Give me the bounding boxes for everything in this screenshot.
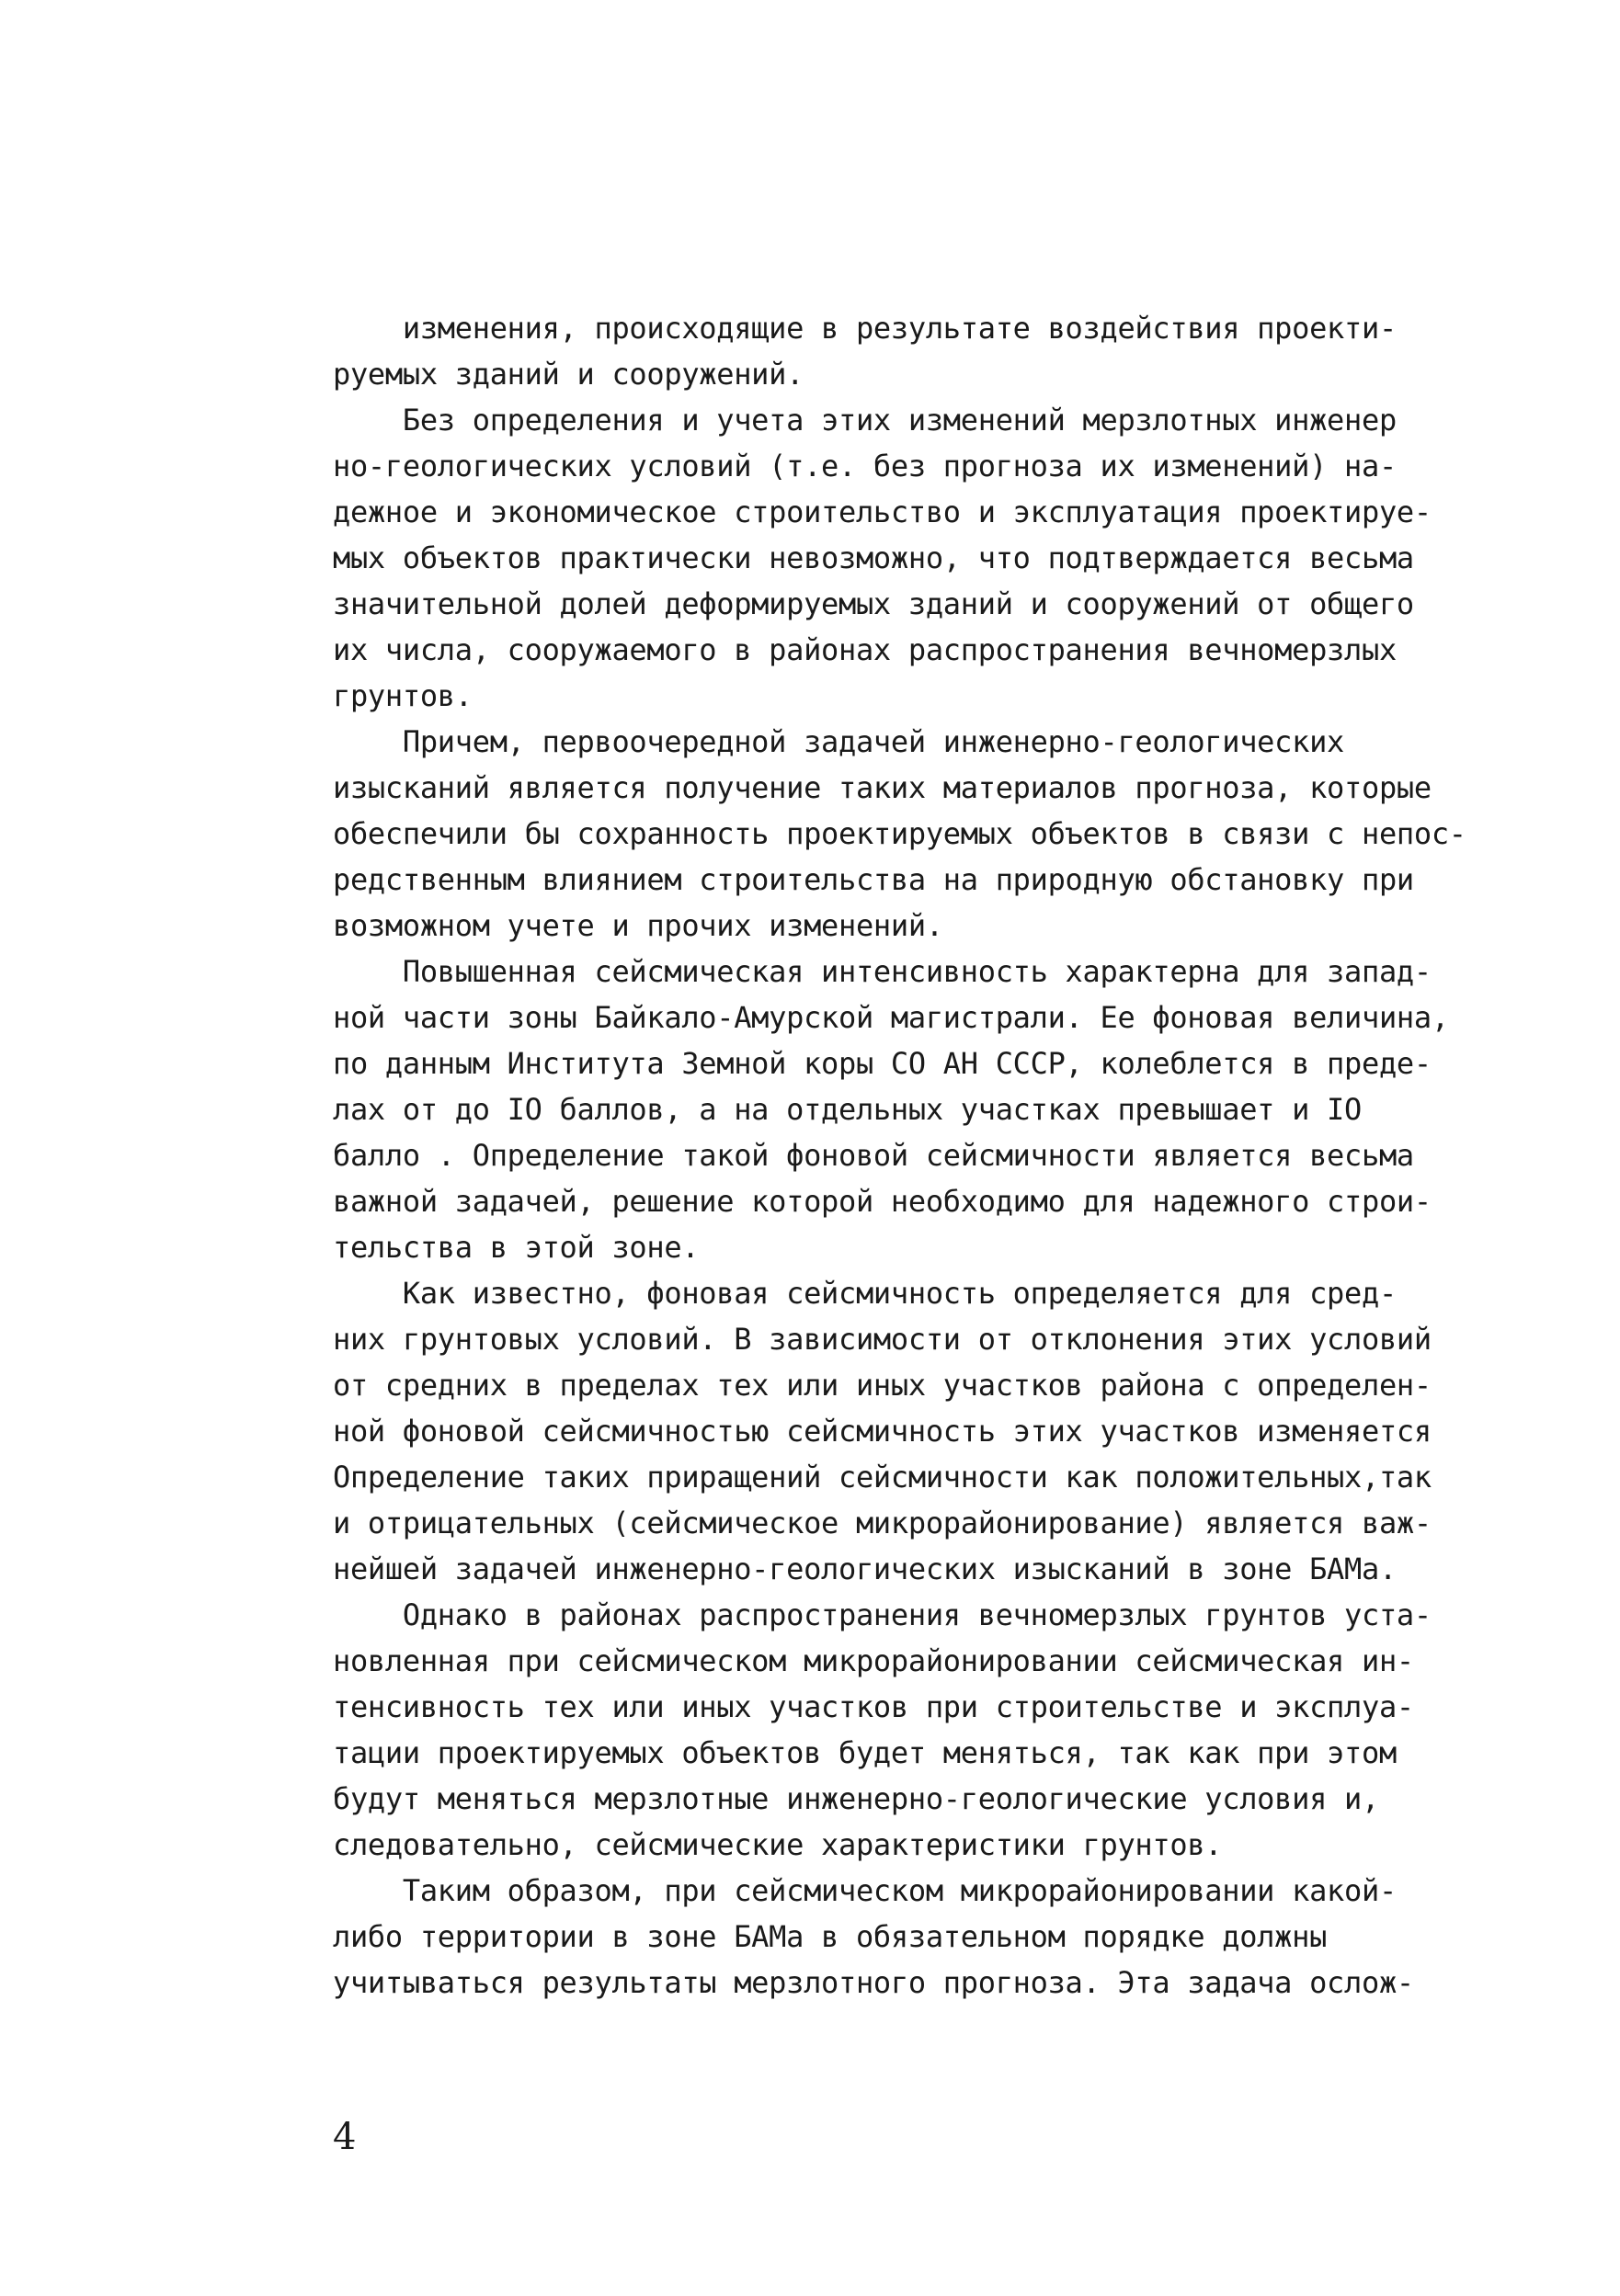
text-line: их числа, сооружаемого в районах распространения вечномерзлых: [333, 632, 1397, 667]
text-line: ной части зоны Байкало-Амурской магистрали. Ее фоновая величина,: [333, 1000, 1449, 1035]
text-line: возможном учете и прочих изменений.: [333, 908, 943, 943]
text-line: редственным влиянием строительства на природную обстановку при: [333, 862, 1414, 897]
text-line: тенсивность тех или иных участков при строительстве и эксплуа-: [333, 1689, 1414, 1724]
text-line: обеспечили бы сохранность проектируемых объектов в связи с непос-: [333, 816, 1466, 851]
text-line: но-геологических условий (т.е. без прогноза их изменений) на-: [333, 449, 1397, 483]
text-line: Причем, первоочередной задачей инженерно-геологических: [333, 724, 1345, 759]
text-line: и отрицательных (сейсмическое микрорайонирование) является важ-: [333, 1506, 1432, 1540]
text-line: по данным Института Земной коры СО АН СССР, колеблется в преде-: [333, 1046, 1432, 1081]
text-line: тации проектируемых объектов будет меняться, так как при этом: [333, 1735, 1397, 1770]
text-line: лах от до IO баллов, а на отдельных участках превышает и IO: [333, 1092, 1362, 1127]
text-line: будут меняться мерзлотные инженерно-геологические условия и,: [333, 1781, 1379, 1816]
text-line: них грунтовых условий. В зависимости от отклонения этих условий: [333, 1322, 1432, 1357]
text-line: грунтов.: [333, 678, 473, 713]
text-line: Таким образом, при сейсмическом микрорайонировании какой-: [333, 1873, 1397, 1908]
text-line: либо территории в зоне БАМа в обязательном порядке должны: [333, 1919, 1328, 1954]
text-line: Повышенная сейсмическая интенсивность характерна для запад-: [333, 954, 1432, 989]
text-line: изысканий является получение таких материалов прогноза, которые: [333, 770, 1432, 805]
text-line: изменения, происходящие в результате воздействия проекти-: [333, 311, 1397, 346]
text-line: дежное и экономическое строительство и эксплуатация проектируе-: [333, 494, 1432, 529]
text-line: Однако в районах распространения вечномерзлых грунтов уста-: [333, 1597, 1432, 1632]
text-line: значительной долей деформируемых зданий и сооружений от общего: [333, 586, 1414, 621]
text-line: Без определения и учета этих изменений мерзлотных инженер: [333, 403, 1397, 438]
text-line: балло . Определение такой фоновой сейсмичности является весьма: [333, 1138, 1414, 1173]
text-line: важной задачей, решение которой необходимо для надежного строи-: [333, 1184, 1432, 1219]
page-number: 4: [333, 2116, 357, 2158]
text-line: мых объектов практически невозможно, что подтверждается весьма: [333, 540, 1414, 575]
text-line: следовательно, сейсмические характеристики грунтов.: [333, 1827, 1223, 1862]
text-line: нейшей задачей инженерно-геологических изысканий в зоне БАМа.: [333, 1552, 1397, 1586]
body-text: [333, 305, 1473, 2006]
text-line: руемых зданий и сооружений.: [333, 357, 804, 392]
text-line: от средних в пределах тех или иных участков района с определен-: [333, 1368, 1432, 1403]
text-line: тельства в этой зоне.: [333, 1230, 700, 1265]
text-line: Как известно, фоновая сейсмичность определяется для сред-: [333, 1276, 1397, 1311]
text-line: новленная при сейсмическом микрорайонировании сейсмическая ин-: [333, 1643, 1414, 1678]
text-line: учитываться результаты мерзлотного прогноза. Эта задача ослож-: [333, 1965, 1414, 2000]
text-line: Определение таких приращений сейсмичности как положительных,так: [333, 1460, 1432, 1495]
text-line: ной фоновой сейсмичностью сейсмичность этих участков изменяется: [333, 1414, 1432, 1449]
